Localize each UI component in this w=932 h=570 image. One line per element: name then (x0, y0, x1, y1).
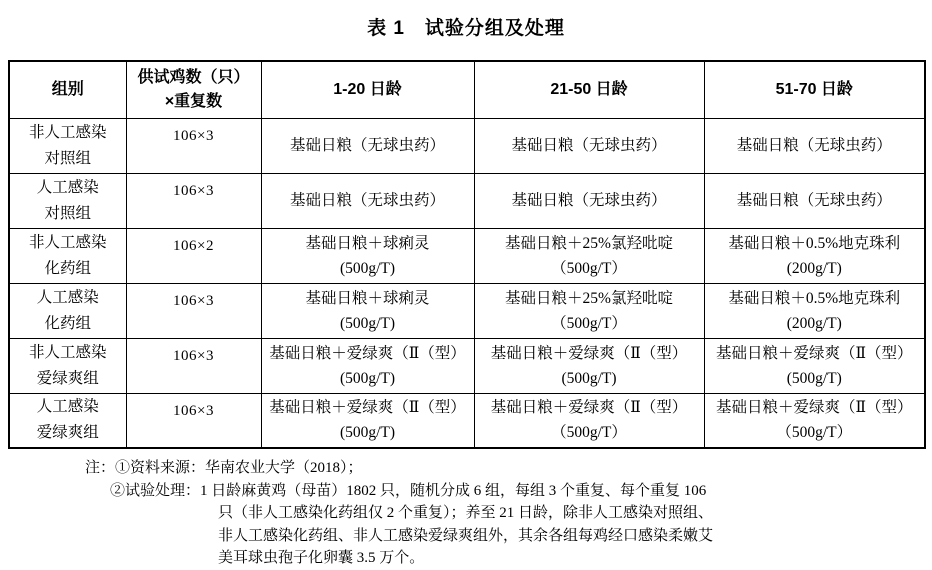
header-group: 组别 (9, 61, 126, 118)
diet-21-50-cell: 基础日粮＋爱绿爽（Ⅱ（型） (500g/T) (474, 338, 704, 393)
diet-1-20-cell: 基础日粮＋球痢灵 (500g/T) (261, 228, 474, 283)
count-cell: 106×3 (126, 393, 261, 448)
diet-1-20-cell: 基础日粮（无球虫药） (261, 173, 474, 228)
header-age-21-50: 21-50 日龄 (474, 61, 704, 118)
table-notes (85, 457, 713, 570)
experiment-grouping-table (8, 60, 926, 449)
diet-51-70-cell: 基础日粮＋爱绿爽（Ⅱ（型） （500g/T） (704, 393, 925, 448)
table-row (9, 393, 925, 448)
diet-21-50-cell: 基础日粮（无球虫药） (474, 118, 704, 173)
table-row (9, 173, 925, 228)
header-age-51-70: 51-70 日龄 (704, 61, 925, 118)
note-line-source: 注：①资料来源：华南农业大学（2018）； (85, 460, 363, 476)
group-name-cell: 非人工感染 化药组 (9, 228, 126, 283)
table-title: 表 1 试验分组及处理 (367, 18, 565, 39)
diet-1-20-cell: 基础日粮＋爱绿爽（Ⅱ（型） (500g/T) (261, 393, 474, 448)
diet-51-70-cell: 基础日粮＋0.5%地克珠利 (200g/T) (704, 283, 925, 338)
diet-1-20-cell: 基础日粮＋球痢灵 (500g/T) (261, 283, 474, 338)
diet-21-50-cell: 基础日粮＋25%氯羟吡啶 （500g/T） (474, 283, 704, 338)
group-name-cell: 人工感染 爱绿爽组 (9, 393, 126, 448)
diet-1-20-cell: 基础日粮＋爱绿爽（Ⅱ（型） (500g/T) (261, 338, 474, 393)
diet-21-50-cell: 基础日粮＋25%氯羟吡啶 （500g/T） (474, 228, 704, 283)
table-row (9, 283, 925, 338)
count-cell: 106×3 (126, 118, 261, 173)
table-row (9, 118, 925, 173)
diet-21-50-cell: 基础日粮（无球虫药） (474, 173, 704, 228)
group-name-cell: 非人工感染 对照组 (9, 118, 126, 173)
header-chicken-count: 供试鸡数（只） ×重复数 (126, 61, 261, 118)
diet-21-50-cell: 基础日粮＋爱绿爽（Ⅱ（型） （500g/T） (474, 393, 704, 448)
diet-51-70-cell: 基础日粮＋爱绿爽（Ⅱ（型） (500g/T) (704, 338, 925, 393)
group-name-cell: 人工感染 化药组 (9, 283, 126, 338)
count-cell: 106×3 (126, 283, 261, 338)
count-cell: 106×3 (126, 338, 261, 393)
header-row (9, 61, 925, 118)
header-age-1-20: 1-20 日龄 (261, 61, 474, 118)
table-row (9, 338, 925, 393)
note-line-treatment-1: ②试验处理：1 日龄麻黄鸡（母苗）1802 只，随机分成 6 组，每组 3 个重复、每个重复 106 (110, 482, 707, 499)
group-name-cell: 非人工感染 爱绿爽组 (9, 338, 126, 393)
diet-51-70-cell: 基础日粮＋0.5%地克珠利 (200g/T) (704, 228, 925, 283)
table-row (9, 228, 925, 283)
note-line-treatment-4: 美耳球虫孢子化卵囊 3.5 万个。 (218, 550, 425, 566)
diet-51-70-cell: 基础日粮（无球虫药） (704, 118, 925, 173)
diet-1-20-cell: 基础日粮（无球虫药） (261, 118, 474, 173)
group-name-cell: 人工感染 对照组 (9, 173, 126, 228)
count-cell: 106×3 (126, 173, 261, 228)
count-cell: 106×2 (126, 228, 261, 283)
diet-51-70-cell: 基础日粮（无球虫药） (704, 173, 925, 228)
note-line-treatment-3: 非人工感染化药组、非人工感染爱绿爽组外，其余各组每鸡经口感染柔嫩艾 (218, 527, 714, 544)
note-line-treatment-2: 只（非人工感染化药组仅 2 个重复）；养至 21 日龄，除非人工感染对照组、 (218, 505, 714, 521)
